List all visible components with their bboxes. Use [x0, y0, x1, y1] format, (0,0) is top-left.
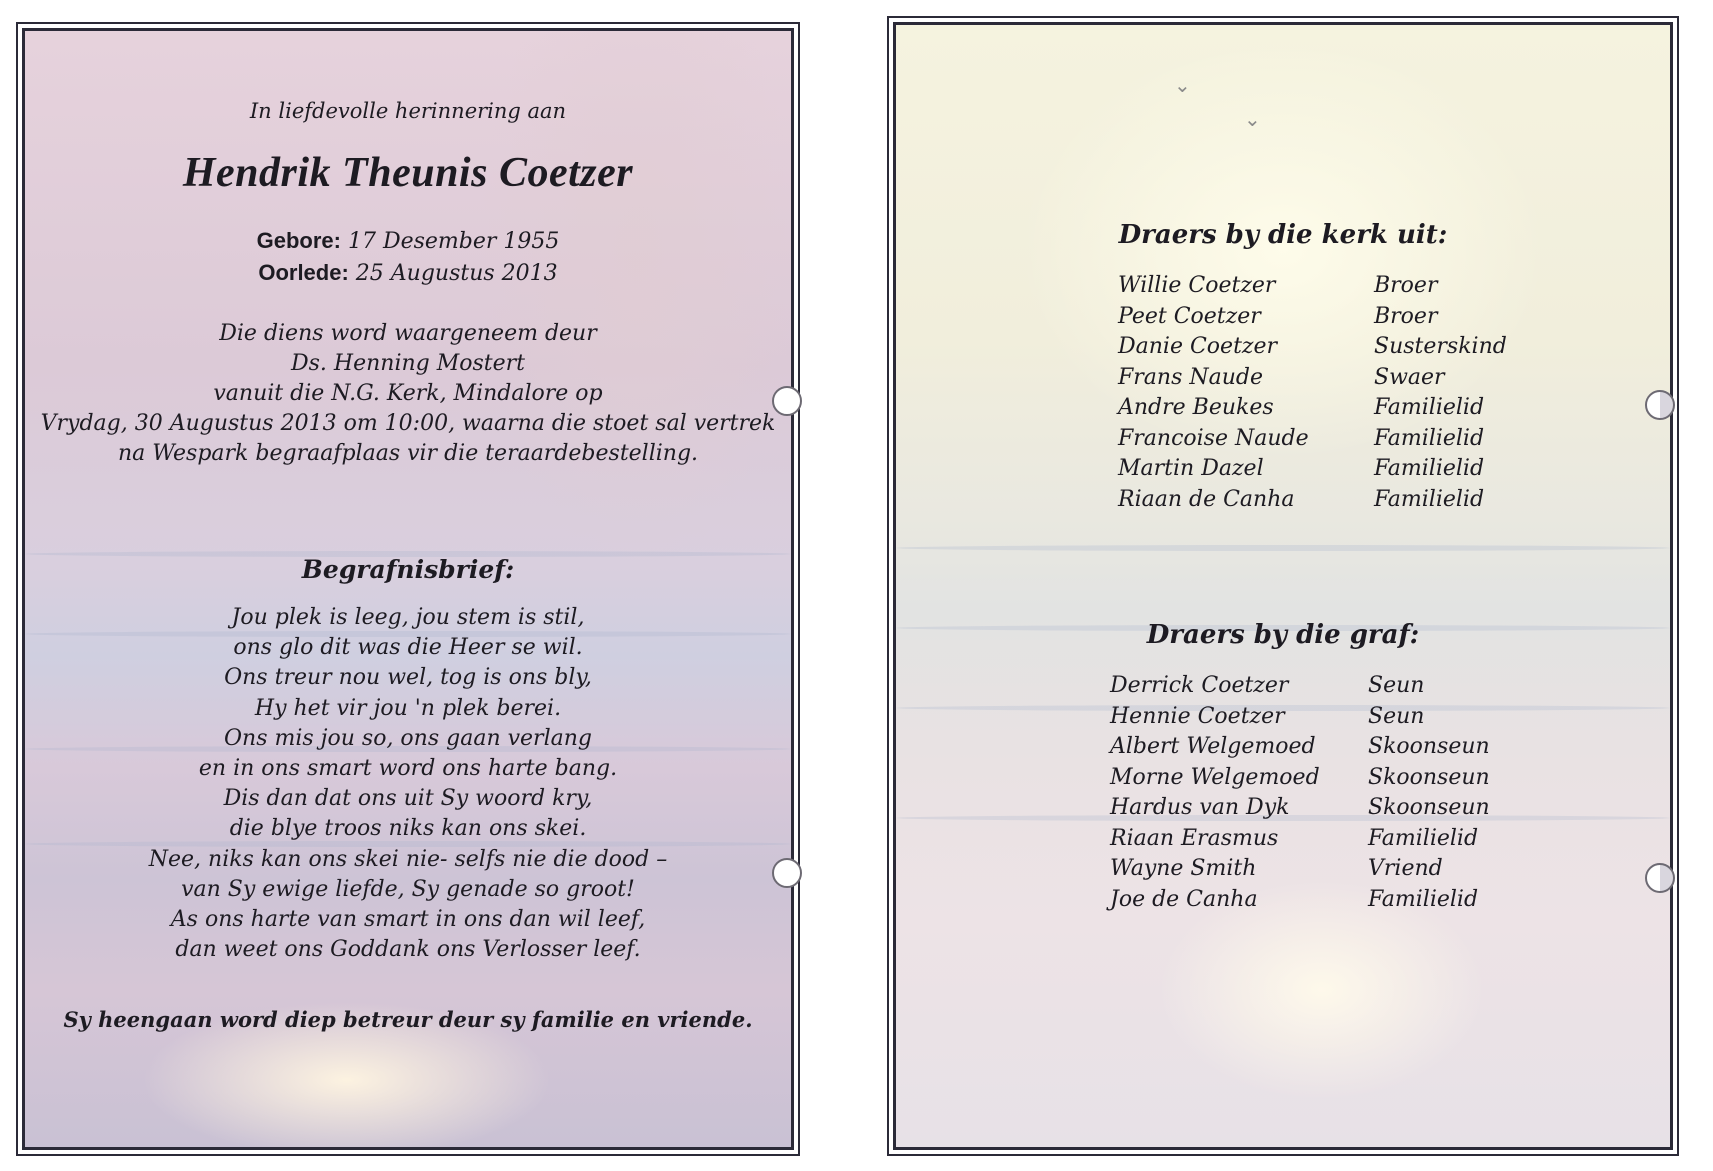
- bearer-relation: Skoonseun: [1368, 795, 1490, 820]
- list-item: [896, 485, 1673, 516]
- bearer-name: Hardus van Dyk: [1110, 795, 1290, 820]
- bearer-relation: Skoonseun: [1368, 734, 1490, 759]
- list-item: [896, 732, 1673, 763]
- list-item: [896, 363, 1673, 394]
- poem-line: van Sy ewige liefde, Sy genade so groot!: [181, 876, 635, 902]
- list-item: [896, 702, 1673, 733]
- bearer-name: Derrick Coetzer: [1110, 673, 1289, 698]
- service-details: [25, 319, 791, 469]
- list-item: [896, 393, 1673, 424]
- bearer-name: Wayne Smith: [1110, 856, 1257, 881]
- list-item: [896, 824, 1673, 855]
- bearer-relation: Familielid: [1374, 395, 1485, 420]
- bearer-name: Martin Dazel: [1118, 456, 1264, 481]
- list-item: [896, 332, 1673, 363]
- died-date: 25 Augustus 2013: [355, 261, 558, 286]
- poem-line: Nee, niks kan ons skei nie- selfs nie die dood –: [148, 846, 668, 872]
- bearer-relation: Seun: [1368, 673, 1425, 698]
- service-line: na Wespark begraafplaas vir die teraardebestelling.: [117, 441, 699, 466]
- bearer-relation: Familielid: [1374, 425, 1485, 451]
- bearer-relation: Seun: [1368, 703, 1425, 729]
- poem-line: Jou plek is leeg, jou stem is stil,: [231, 605, 585, 630]
- punch-hole-icon: [1645, 390, 1675, 420]
- deceased-name: Hendrik Theunis Coetzer: [182, 150, 634, 196]
- poem-line: As ons harte van smart in ons dan wil leef,: [170, 907, 646, 933]
- list-item: [896, 454, 1673, 485]
- bearer-relation: Familielid: [1368, 825, 1479, 851]
- bearer-relation: Broer: [1374, 303, 1438, 329]
- punch-hole-icon: [772, 386, 802, 416]
- born-line: [25, 225, 791, 257]
- poem-title: Begrafnisbrief:: [301, 555, 515, 584]
- bearer-name: Frans Naude: [1118, 364, 1263, 390]
- bearer-relation: Familielid: [1374, 456, 1485, 481]
- service-line: Vrydag, 30 Augustus 2013 om 10:00, waarna die stoet sal vertrek: [40, 411, 776, 436]
- punch-hole-icon: [772, 858, 802, 888]
- church-bearers-list: [896, 271, 1673, 515]
- list-item: [896, 671, 1673, 702]
- bearer-relation: Familielid: [1368, 886, 1479, 912]
- bearer-name: Albert Welgemoed: [1110, 734, 1316, 759]
- bearer-relation: Swaer: [1374, 364, 1445, 390]
- born-date: 17 Desember 1955: [347, 229, 560, 254]
- poem-line: Ons mis jou so, ons gaan verlang: [224, 725, 592, 751]
- bearer-name: Francoise Naude: [1118, 425, 1309, 451]
- grave-bearers-list: [896, 671, 1673, 915]
- poem-line: Ons treur nou wel, tog is ons bly,: [224, 665, 592, 691]
- poem-line: ons glo dit was die Heer se wil.: [233, 635, 583, 661]
- service-line: Ds. Henning Mostert: [290, 351, 526, 376]
- grave-bearers-title: Draers by die graf:: [1146, 620, 1420, 650]
- born-label: Gebore:: [256, 228, 341, 253]
- list-item: [896, 302, 1673, 333]
- bearer-relation: Vriend: [1368, 856, 1443, 881]
- list-item: [896, 271, 1673, 302]
- bearer-relation: Susterskind: [1374, 334, 1507, 359]
- intro-text: In liefdevolle herinnering aan: [249, 99, 567, 123]
- bearer-name: Willie Coetzer: [1118, 273, 1276, 298]
- bearer-name: Danie Coetzer: [1118, 334, 1278, 359]
- poem: [25, 603, 791, 965]
- list-item: [896, 793, 1673, 824]
- died-label: Oorlede:: [258, 260, 349, 285]
- service-line: Die diens word waargeneem deur: [219, 321, 597, 346]
- bearer-name: Morne Welgemoed: [1110, 764, 1320, 790]
- poem-line: en in ons smart word ons harte bang.: [198, 756, 618, 782]
- background-wave: [896, 545, 1670, 551]
- bearer-relation: Skoonseun: [1368, 764, 1490, 790]
- bearer-name: Riaan Erasmus: [1110, 825, 1279, 851]
- list-item: [896, 885, 1673, 916]
- church-bearers-title: Draers by die kerk uit:: [1118, 220, 1448, 250]
- bearer-relation: Familielid: [1374, 486, 1485, 512]
- bearer-relation: Broer: [1374, 273, 1438, 298]
- seagull-icon: ⌄: [1244, 107, 1261, 131]
- dates-block: [25, 225, 791, 289]
- right-page: [893, 22, 1673, 1150]
- poem-line: die blye troos niks kan ons skei.: [229, 816, 587, 842]
- closing-line: Sy heengaan word diep betreur deur sy familie en vriende.: [63, 1007, 753, 1032]
- punch-hole-icon: [1645, 863, 1675, 893]
- poem-line: Hy het vir jou 'n plek berei.: [254, 695, 562, 721]
- bearer-name: Andre Beukes: [1118, 395, 1274, 420]
- bearer-name: Peet Coetzer: [1118, 303, 1261, 329]
- bearer-name: Riaan de Canha: [1118, 486, 1295, 512]
- bearer-name: Joe de Canha: [1110, 886, 1258, 912]
- bearer-name: Hennie Coetzer: [1110, 703, 1285, 729]
- list-item: [896, 424, 1673, 455]
- list-item: [896, 763, 1673, 794]
- service-line: vanuit die N.G. Kerk, Mindalore op: [213, 381, 603, 406]
- died-line: [25, 257, 791, 289]
- poem-line: Dis dan dat ons uit Sy woord kry,: [223, 786, 593, 812]
- poem-line: dan weet ons Goddank ons Verlosser leef.: [175, 937, 641, 963]
- list-item: [896, 854, 1673, 885]
- left-page: [22, 28, 794, 1150]
- seagull-icon: ⌄: [1174, 73, 1191, 97]
